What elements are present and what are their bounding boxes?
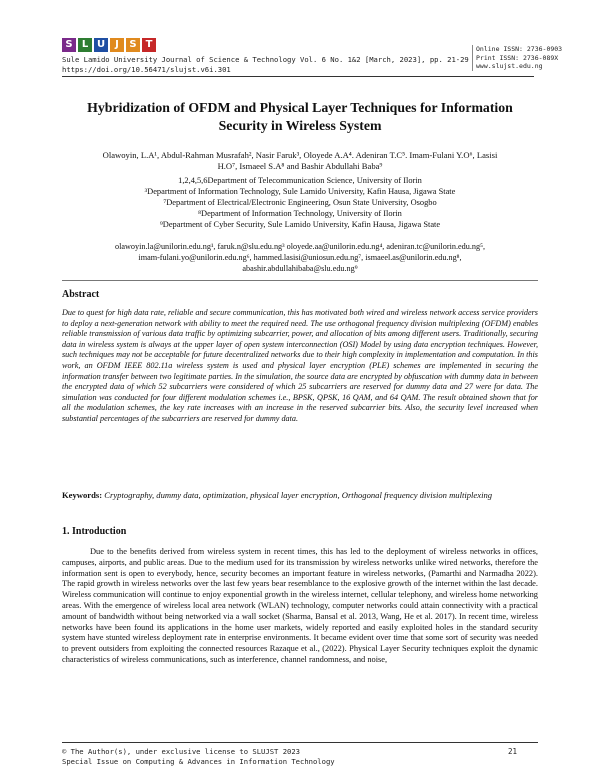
- authors-line-2: H.O⁷, Ismaeel S.A⁸ and Bashir Abdullahi Baba⁹: [217, 160, 383, 171]
- journal-website[interactable]: www.slujst.edu.ng: [476, 62, 543, 70]
- logo-letter-s2: S: [126, 38, 140, 52]
- logo-letter-t: T: [142, 38, 156, 52]
- issn-print: Print ISSN: 2736-089X: [476, 53, 559, 62]
- page-number: 21: [508, 747, 518, 756]
- affiliation-4: ⁸Department of Information Technology, University of Ilorin: [198, 209, 402, 218]
- issn-online: Online ISSN: 2736-0903: [476, 45, 563, 53]
- footer-divider: [62, 742, 538, 743]
- title-line-1: Hybridization of OFDM and Physical Layer Techniques for Information: [87, 100, 513, 115]
- issn-block: [472, 45, 562, 71]
- introduction-heading: 1. Introduction: [62, 526, 127, 537]
- copyright-notice: © The Author(s), under exclusive license to SLUJST 2023: [62, 747, 300, 756]
- author-emails: [62, 241, 538, 274]
- doi-link[interactable]: https://doi.org/10.56471/slujst.v6i.301: [62, 65, 231, 74]
- abstract-heading: Abstract: [62, 289, 100, 300]
- abstract-text: Due to quest for high data rate, reliable and secure communication, this has motivated both wired and wireless network access service providers to deploy a next-generation network with ability to meet the required need. The use orthogonal frequency division multiplexing (OFDM) enables reliable transmission of various data traffic by optimizing subcarrier, power, and allocation of bits among different users. Traditionally, securing data in wireless system is always at the upper layer of open system interconnection (OSI) Model by using data encryption techniques. However, such techniques may not be acceptable for future decentralized networks due to their high complexity in implementation and computation. In this work, an OFDM IEEE 802.11a wireless system is used and physical layer encryption (PLE) schemes are implemented in securing the information transfer between two legitimate parties. In the simulation, the source data are encrypted by obfuscation with dummy data in between the encrypted data of which 52 subcarriers were considered of which 25 subcarriers are reserved for dummy data and 27 were for data. The simulation was conducted for four different modulation schemes i.e., BPSK, QPSK, 16 QAM, and 64 QAM. The result obtained shown that for all the modulation schemes, the key rate increases with an increase in the reserved subcarrier bits. Also, the security level increased when substantial percentages of the subcarriers are reserved for dummy data.: [62, 308, 538, 423]
- title-line-2: Security in Wireless System: [218, 117, 382, 133]
- journal-citation: Sule Lamido University Journal of Science & Technology Vol. 6 No. 1&2 [March, 2023], pp. 21-29: [62, 55, 469, 64]
- keywords-list: Cryptography, dummy data, optimization, physical layer encryption, Orthogonal frequency division multiplexing: [104, 490, 493, 500]
- affiliations: [62, 175, 538, 230]
- journal-logo: [62, 38, 156, 52]
- logo-letter-u: U: [94, 38, 108, 52]
- keywords: [62, 490, 538, 501]
- affiliation-3: ⁷Department of Electrical/Electronic Engineering, Osun State University, Osogbo: [163, 198, 437, 207]
- affiliation-2: ³Department of Information Technology, Sule Lamido University, Kafin Hausa, Jigawa State: [144, 187, 456, 196]
- special-issue-note: Special Issue on Computing & Advances in Information Technology: [62, 757, 335, 766]
- logo-letter-l: L: [78, 38, 92, 52]
- affiliation-1: 1,2,4,5,6Department of Telecommunication Science, University of Ilorin: [178, 176, 422, 185]
- authors-line-1: Olawoyin, L.A¹, Abdul-Rahman Musrafah², Nasir Faruk³, Oloyede A.A⁴. Adeniran T.C⁵. Imam-Fulani Y.O⁶, Lasisi: [102, 150, 498, 160]
- emails-line-2: imam-fulani.yo@unilorin.edu.ng⁶, hammed.lasisi@uniosun.edu.ng⁷, ismaeel.as@unilorin.edu.ng⁸,: [138, 253, 462, 262]
- emails-line-3: abashir.abdullahibaba@slu.edu.ng⁹: [242, 264, 358, 273]
- paper-title: [62, 99, 538, 134]
- affiliation-5: ⁹Department of Cyber Security, Sule Lamido University, Kafin Hausa, Jigawa State: [159, 220, 441, 229]
- introduction-text: Due to the benefits derived from wireless system in recent times, this has led to the deployment of wireless networks in offices, campuses, airports, and public areas. Due to the medium used for its transmission by wireless networks unlike wired networks, therefore the information sent is open to everybody, hence, security becomes an important feature in wireless networks, (Pamarthi and Narmadha 2022). The rapid growth in wireless networks over the last few years bear resemblance to the explosive growth of the internet within the last decade. Wireless communication will continue to enjoy exponential growth in the wireless internet, cellular telephony, and wireless home networking areas. With the emergence of wireless local area network (WLAN) technology, computer networks could attain connectivity with a practical amount of bandwidth without being networked via a wall socket (Sharma, Bansal et al. 2013, Wang, He et al. 2017). In recent time, wireless networks have been found its applications in the home user markets, widely reported and easily exploited holes in the standard security system have stunted wireless deployment rate in enterprise environments. It became evident over time that some sort of security was needed to prevent outsiders from exploiting the connected resources Razaque et al., (2022). Physical Layer Security techniques exploit the dynamic characteristics of wireless communications, such as interference, channel randomness, and noise,: [62, 547, 538, 664]
- abstract-divider: [62, 280, 538, 281]
- header-divider: [62, 76, 534, 77]
- logo-letter-j: J: [110, 38, 124, 52]
- emails-line-1: olawoyin.la@unilorin.edu.ng¹, faruk.n@slu.edu.ng³ oloyede.aa@unilorin.edu.ng⁴, adeniran.tc@unilorin.edu.ng⁵,: [114, 242, 486, 251]
- keywords-label: Keywords:: [62, 490, 103, 500]
- logo-letter-s1: S: [62, 38, 76, 52]
- author-list: [62, 150, 538, 172]
